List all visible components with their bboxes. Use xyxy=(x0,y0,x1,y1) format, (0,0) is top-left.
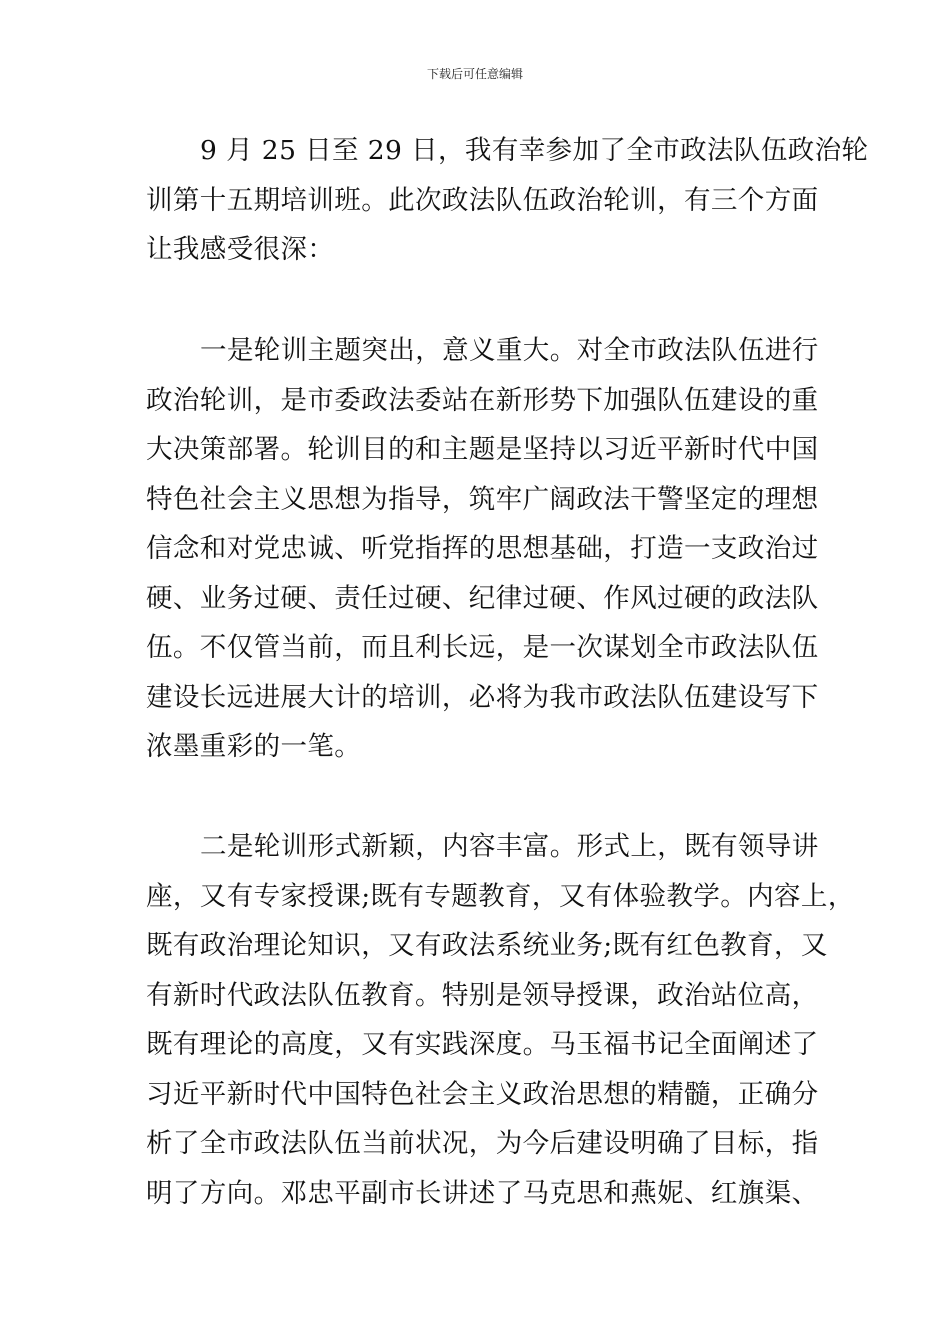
text-line: 建设长远进展大计的培训，必将为我市政法队伍建设写下 xyxy=(146,681,819,713)
paragraph-3 xyxy=(146,822,855,1218)
paragraph-2 xyxy=(146,326,819,772)
text-line: 有新时代政法队伍教育。特别是领导授课，政治站位高， xyxy=(146,979,819,1011)
text-line: 析了全市政法队伍当前状况，为今后建设明确了目标，指 xyxy=(146,1128,819,1159)
text-line: 大决策部署。轮训目的和主题是坚持以习近平新时代中国 xyxy=(146,434,819,465)
text-line: 明了方向。邓忠平副市长讲述了马克思和燕妮、红旗渠、 xyxy=(146,1177,819,1209)
text-line: 既有理论的高度，又有实践深度。马玉福书记全面阐述了 xyxy=(146,1029,819,1060)
text-line: 二是轮训形式新颖，内容丰富。形式上，既有领导讲 xyxy=(200,831,819,862)
text-line: 特色社会主义思想为指导，筑牢广阔政法干警坚定的理想 xyxy=(146,483,819,515)
text-line: 让我感受很深： xyxy=(146,234,335,265)
text-line: 伍。不仅管当前，而且利长远，是一次谋划全市政法队伍 xyxy=(146,632,819,663)
text-line: 信念和对党忠诚、听党指挥的思想基础，打造一支政治过 xyxy=(146,533,819,564)
text-line: 浓墨重彩的一笔。 xyxy=(146,731,362,762)
text-line: 硬、业务过硬、责任过硬、纪律过硬、作风过硬的政法队 xyxy=(146,582,819,614)
download-note: 下载后可任意编辑 xyxy=(426,67,523,81)
text-line: 习近平新时代中国特色社会主义政治思想的精髓，正确分 xyxy=(146,1078,819,1110)
text-line: 训第十五期培训班。此次政法队伍政治轮训，有三个方面 xyxy=(146,184,819,216)
paragraph-1 xyxy=(146,126,869,275)
text-line: 既有政治理论知识，又有政法系统业务;既有红色教育，又 xyxy=(146,930,828,961)
text-line: 一是轮训主题突出，意义重大。对全市政法队伍进行 xyxy=(200,335,819,366)
text-line: 座，又有专家授课;既有专题教育，又有体验教学。内容上， xyxy=(146,880,855,912)
text-line: 9 月 25 日至 29 日，我有幸参加了全市政法队伍政治轮 xyxy=(200,135,869,166)
text-line: 政治轮训，是市委政法委站在新形势下加强队伍建设的重 xyxy=(146,384,819,416)
